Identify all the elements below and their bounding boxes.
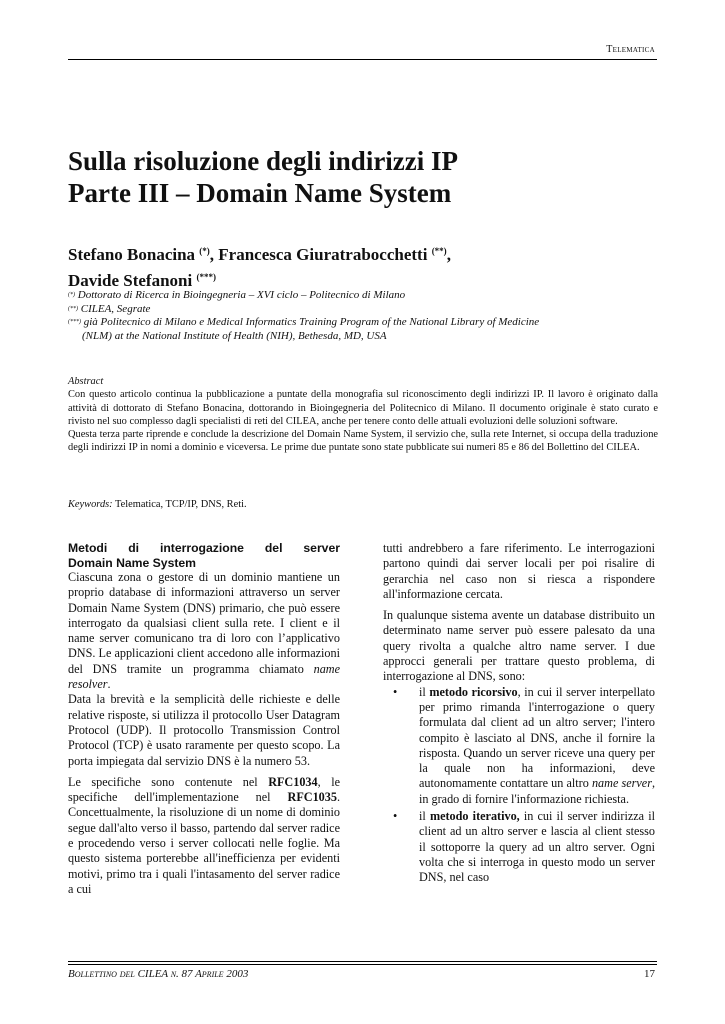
abstract-heading: Abstract <box>68 376 104 387</box>
author-1: Stefano Bonacina <box>68 245 196 264</box>
abstract <box>68 375 658 455</box>
author-3: Davide Stefanoni <box>68 271 193 290</box>
paragraph-text: Ciascuna zona o gestore di un dominio mantiene un proprio database di informazioni attraverso un server Domain Name System (DNS) primario, che può essere interrogato da qualsiasi client sulla rete. I client e il name server comunicano tra di loro con l’applicativo DNS. Le applicazioni client accedono alle informazioni del DNS tramite un programma chiamato <box>68 570 340 676</box>
author-separator: , <box>209 245 219 264</box>
list-item <box>383 685 655 807</box>
running-head: Telematica <box>606 44 655 55</box>
paragraph: In qualunque sistema avente un database distribuito un determinato name server può essere palesato da una query rivolta a qualche altro name server. I due approcci generali per trattare questo problema, di interrogazione al DNS, sono: <box>383 608 655 684</box>
section-title-line-1: Metodi di interrogazione del server <box>68 541 340 555</box>
emphasis: name server <box>591 776 652 791</box>
bullet-icon: • <box>393 809 398 824</box>
affiliations <box>68 289 658 343</box>
paragraph: Data la brevità e la semplicità delle richieste e delle relative risposte, si utilizza il protocollo User Datagram Protocol (UDP). Il protocollo Transmission Control Protocol (TCP) è usato raramente per questo scopo. La porta impiegata dal servizio DNS è la numero 53. <box>68 692 340 768</box>
affiliation-3 <box>68 316 658 330</box>
title-line-1: Sulla risoluzione degli indirizzi IP <box>68 146 459 176</box>
article-title <box>68 145 658 209</box>
keywords <box>68 499 658 510</box>
affiliation-text: Dottorato di Ricerca in Bioingegneria – XVI ciclo – Politecnico di Milano <box>77 289 406 301</box>
footer-publication <box>68 968 248 980</box>
affiliation-text: già Politecnico di Milano e Medical Informatics Training Program of the National Library of Medicine <box>83 316 540 328</box>
page-number: 17 <box>644 968 655 980</box>
list-text: il <box>419 684 430 699</box>
paragraph-text: . Concettualmente, la risoluzione di un nome di dominio segue dall'alto verso il basso, partendo dal server radice e procedendo verso i server collocati nelle foglie. Ma questo sistema porterebbe all'inefficienza per evidenti motivi, primo tra i quali l'intasamento del server radice a cui <box>68 790 340 896</box>
list-text: , in cui il server interpellato per primo rimanda l'interrogazione o query formulata dal client ad un altro server; l'intero compito è lasciato al DNS, anche il fornire la risposta. Quando un server riceve una query per la quale non ha informazioni, deve autonomamente contattare un altro <box>419 684 655 791</box>
abstract-paragraph-2: Questa terza parte riprende e conclude la descrizione del Domain Name System, il servizio che, sulla rete Internet, si occupa della traduzione degli indirizzi IP in nomi a dominio e viceversa. Le prime due puntate sono state pubblicate sui numeri 85 e 86 del Bollettino del CILEA. <box>68 429 658 454</box>
author-1-mark: (*) <box>199 246 210 256</box>
affiliation-1 <box>68 289 658 303</box>
affiliation-3-continued: (NLM) at the National Institute of Health (NIH), Bethesda, MD, USA <box>82 329 387 342</box>
section-title-line-2: Domain Name System <box>68 555 197 570</box>
affiliation-mark: (**) <box>68 305 78 312</box>
rfc-reference: RFC1034 <box>268 774 318 789</box>
author-separator: , <box>446 245 451 264</box>
section-title <box>68 541 340 570</box>
paragraph-text: , le specifiche dell'implementazione nel <box>68 774 340 805</box>
list-term: metodo iterativo, <box>429 809 520 824</box>
footer-issue: n. 87 Aprile 2003 <box>167 968 249 980</box>
rfc-reference: RFC1035 <box>287 790 337 805</box>
paragraph <box>68 775 340 897</box>
bullet-icon: • <box>393 684 398 699</box>
keywords-label: Keywords: <box>68 499 113 510</box>
author-3-mark: (***) <box>196 272 216 282</box>
footer-rule <box>68 964 657 965</box>
list-text: in cui il server indirizza il client ad un altro server e lascia al client stesso il sottoporre la query ad un altro server. Ogni volta che si interroga in questo modo un server DNS, nel caso <box>419 809 655 885</box>
author-2: Francesca Giuratrabocchetti <box>218 245 428 264</box>
emphasis: name resolver <box>68 661 340 692</box>
right-column <box>383 541 655 888</box>
paragraph-text: Le specifiche sono contenute nel <box>68 774 269 789</box>
list-text: il <box>419 809 430 824</box>
affiliation-2 <box>68 303 658 317</box>
footer-journal: Bollettino del CILEA <box>68 968 168 980</box>
abstract-paragraph-1: Con questo articolo continua la pubblicazione a puntate della monografia sul riconoscimento degli indirizzi IP. Il lavoro è originato dalla attività di dottorato di Stefano Bonacina, dottorando in Bioingegneria del Politecnico di Milano. Il documento originale è stato curato e rivisto nel suo complesso dagli specialisti di reti del CILEA, anche per tenere conto delle attuali evoluzioni delle soluzioni software. <box>68 389 658 427</box>
header-rule <box>68 59 657 60</box>
affiliation-mark: (***) <box>68 319 81 325</box>
affiliation-mark: (*) <box>68 292 75 298</box>
affiliation-text: CILEA, Segrate <box>80 302 151 315</box>
author-list <box>68 240 658 292</box>
title-line-2: Parte III – Domain Name System <box>68 178 452 208</box>
method-list <box>383 685 655 886</box>
list-text: , in grado di fornire l'informazione richiesta. <box>419 776 655 806</box>
keywords-text: Telematica, TCP/IP, DNS, Reti. <box>112 499 247 510</box>
list-term: metodo ricorsivo <box>429 684 518 699</box>
paragraph <box>68 570 340 692</box>
author-2-mark: (**) <box>431 246 447 256</box>
footer-rule <box>68 961 657 962</box>
paragraph-text: . <box>107 677 111 692</box>
list-item <box>383 809 655 885</box>
left-column <box>68 541 340 903</box>
paragraph: tutti andrebbero a fare riferimento. Le interrogazioni partono quindi dai server locali per poi risalire di gerarchia nel caso non si riesca a rispondere all'informazione cercata. <box>383 541 655 601</box>
